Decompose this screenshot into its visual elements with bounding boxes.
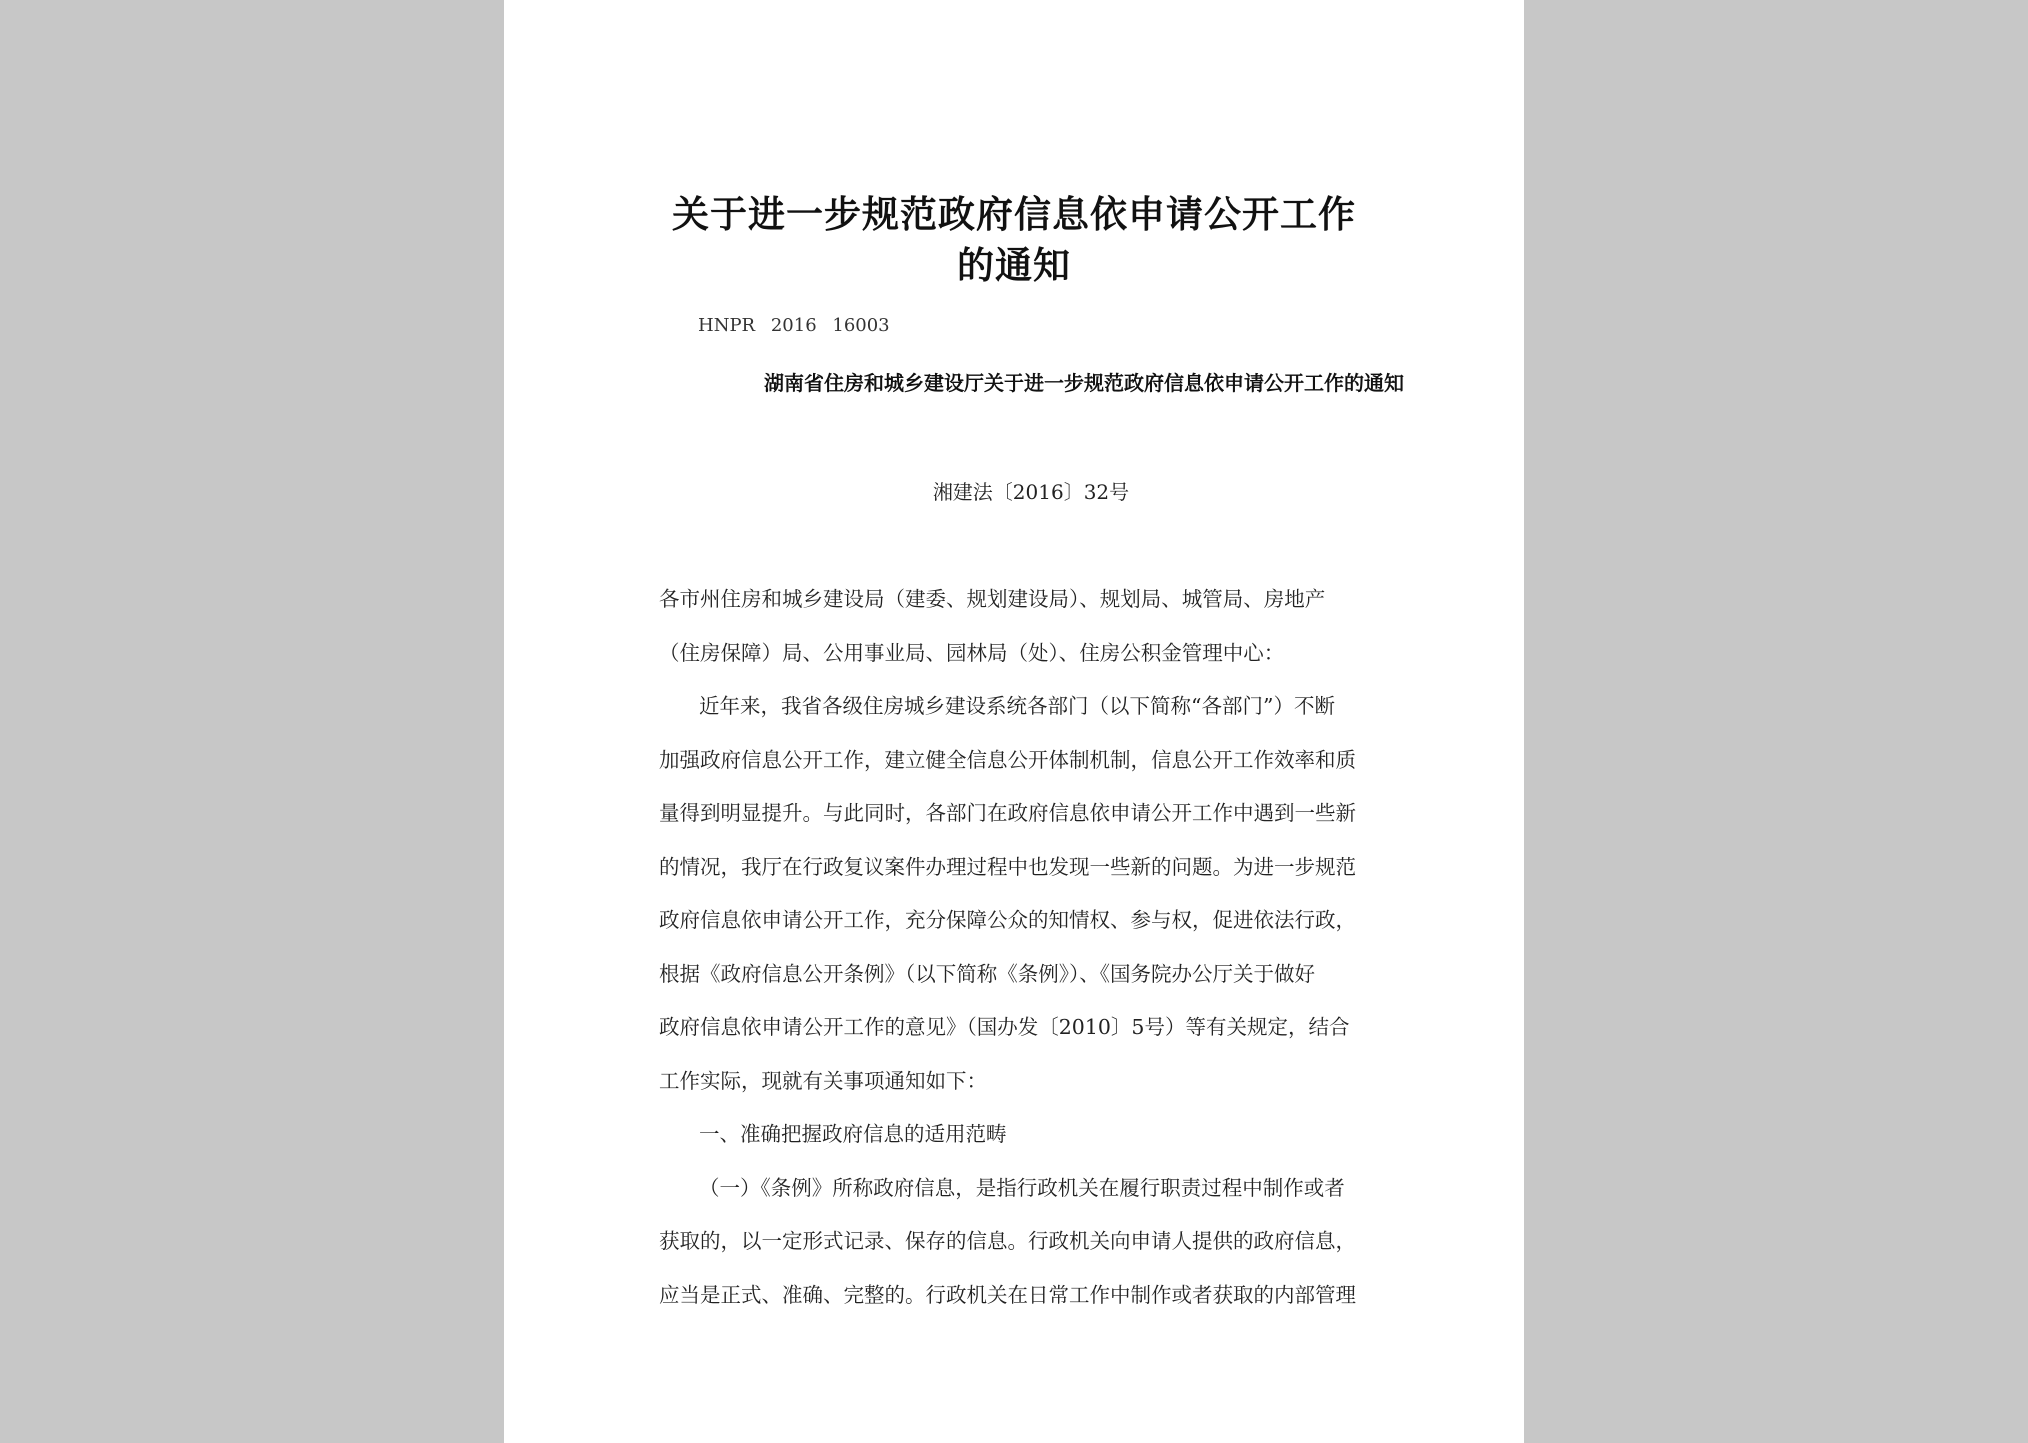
body-line: 近年来，我省各级住房城乡建设系统各部门（以下简称“各部门”）不断 <box>699 694 1335 718</box>
body-line: 的情况，我厅在行政复议案件办理过程中也发现一些新的问题。为进一步规范 <box>659 855 1356 879</box>
body-line: 根据《政府信息公开条例》（以下简称《条例》）、《国务院办公厅关于做好 <box>659 962 1315 986</box>
document-title-line-1: 关于进一步规范政府信息依申请公开工作 <box>672 193 1356 236</box>
document-page <box>504 0 1524 1443</box>
body-line: （住房保障）局、公用事业局、园林局（处）、住房公积金管理中心： <box>659 641 1285 665</box>
body-line: 各市州住房和城乡建设局（建委、规划建设局）、规划局、城管局、房地产 <box>659 587 1326 611</box>
body-line: 工作实际，现就有关事项通知如下： <box>659 1069 987 1093</box>
body-line: 获取的，以一定形式记录、保存的信息。行政机关向申请人提供的政府信息， <box>659 1229 1356 1253</box>
document-subtitle: 湖南省住房和城乡建设厅关于进一步规范政府信息依申请公开工作的通知 <box>764 371 1404 395</box>
document-number: 湘建法〔2016〕32号 <box>932 480 1130 504</box>
body-line: 量得到明显提升。与此同时，各部门在政府信息依申请公开工作中遇到一些新 <box>659 801 1356 825</box>
document-code: HNPR 2016 16003 <box>698 315 890 336</box>
body-line: 政府信息依申请公开工作的意见》（国办发〔2010〕5号）等有关规定，结合 <box>659 1015 1350 1039</box>
document-title-line-2: 的通知 <box>957 244 1071 287</box>
body-line: 政府信息依申请公开工作，充分保障公众的知情权、参与权，促进依法行政， <box>659 908 1356 932</box>
body-line: （一）《条例》所称政府信息，是指行政机关在履行职责过程中制作或者 <box>699 1176 1345 1200</box>
body-line: 应当是正式、准确、完整的。行政机关在日常工作中制作或者获取的内部管理 <box>659 1283 1356 1307</box>
section-heading: 一、准确把握政府信息的适用范畴 <box>699 1122 1007 1146</box>
body-line: 加强政府信息公开工作，建立健全信息公开体制机制，信息公开工作效率和质 <box>659 748 1356 772</box>
